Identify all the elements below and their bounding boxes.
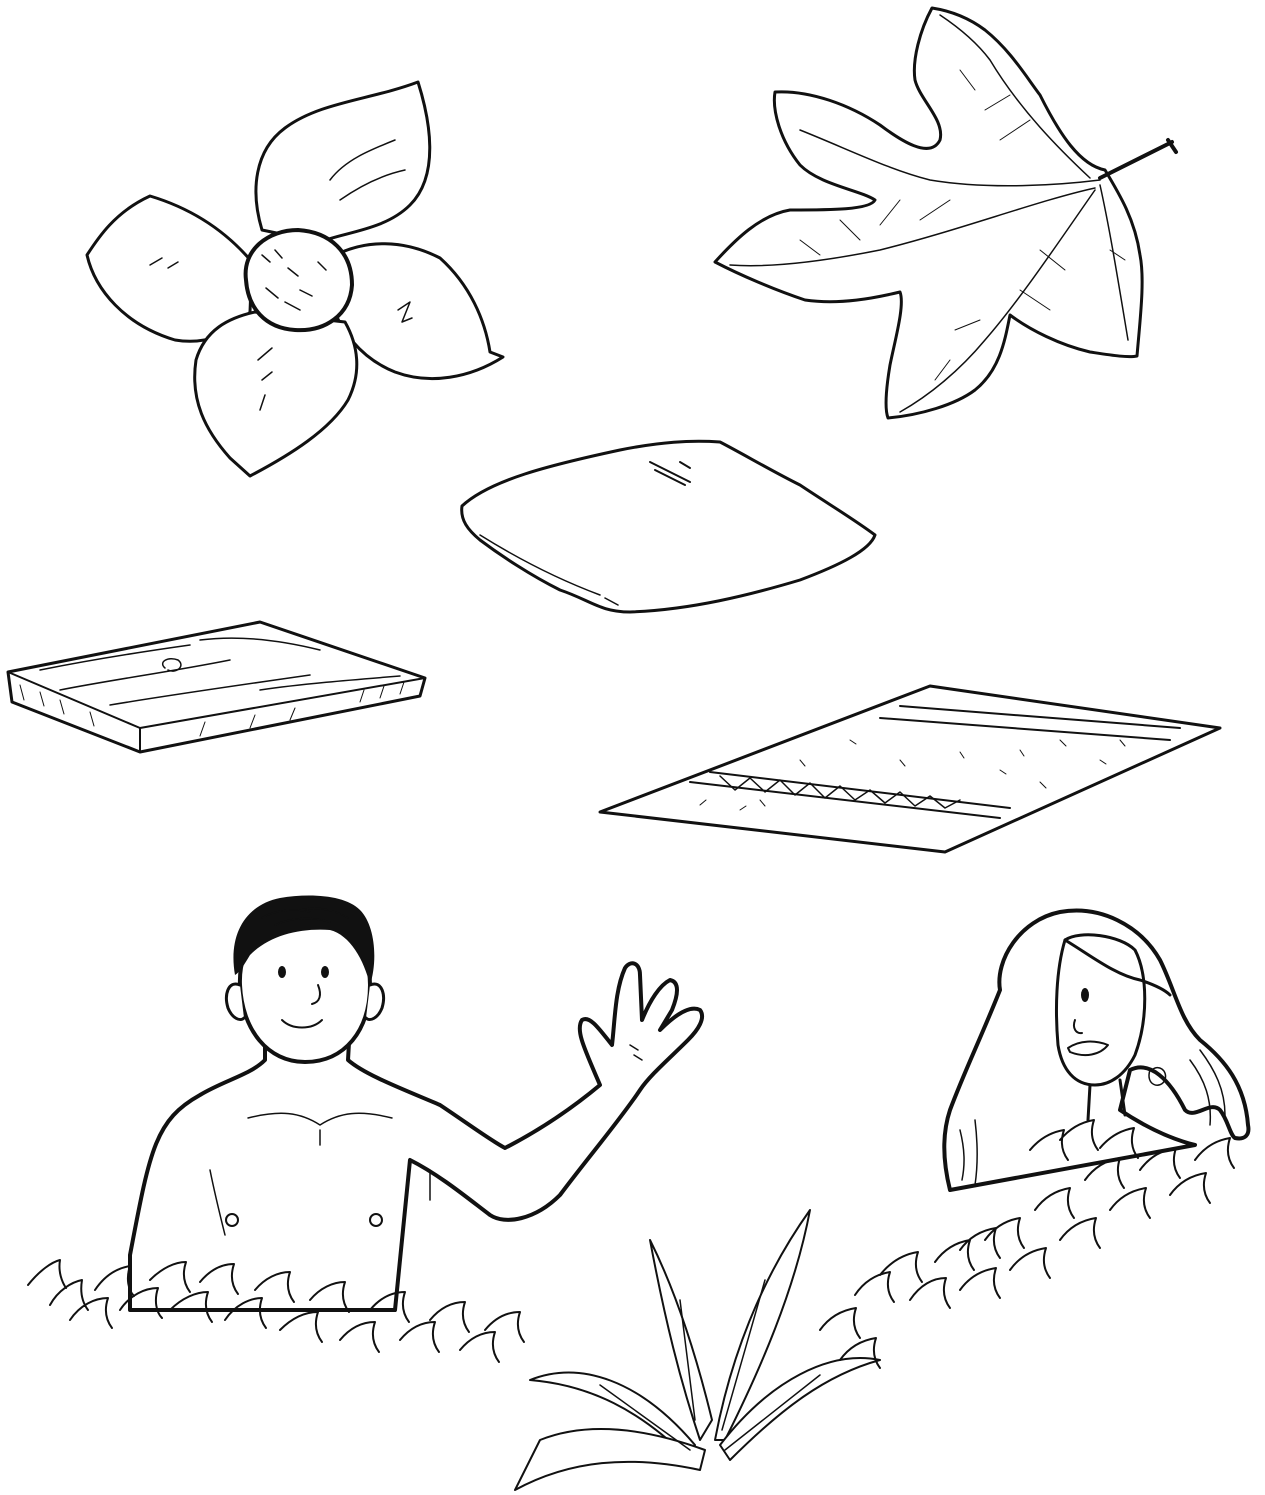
blanket-icon [600, 686, 1220, 852]
leaf-icon [715, 8, 1176, 418]
flower-icon [87, 82, 503, 476]
man-icon [130, 896, 702, 1310]
plank-icon [8, 622, 425, 752]
pillow-icon [462, 441, 875, 612]
